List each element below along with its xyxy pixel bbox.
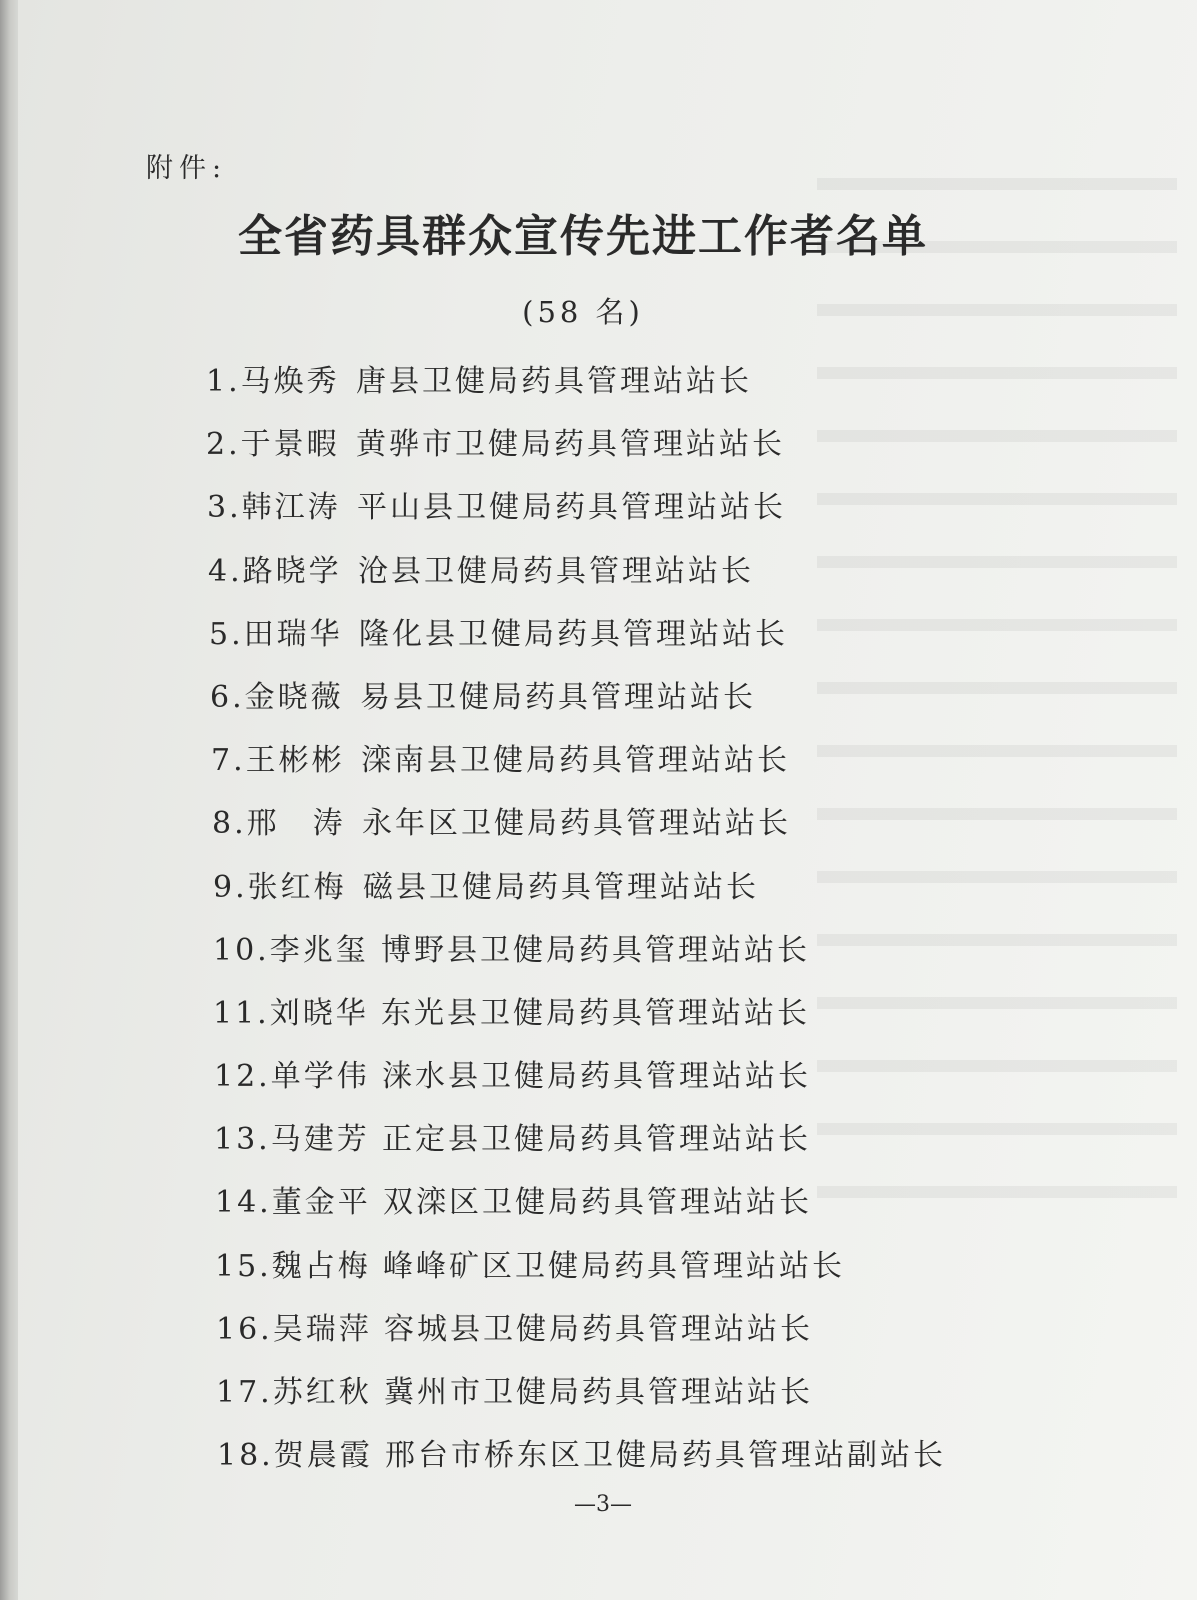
list-item	[206, 419, 946, 482]
awardee-name: 15.魏占梅	[215, 1248, 371, 1284]
awardee-name: 16.吴瑞萍	[216, 1311, 372, 1347]
awardee-name: 4.路晓学	[208, 553, 342, 589]
list-item	[206, 482, 946, 545]
awardee-position: 沧县卫健局药具管理站站长	[358, 553, 754, 589]
awardee-name: 9.张红梅	[213, 869, 347, 905]
awardee-name: 12.单学伟	[214, 1059, 370, 1095]
awardee-position: 唐县卫健局药具管理站站长	[356, 364, 752, 399]
awardee-position: 东光县卫健局药具管理站站长	[381, 995, 810, 1031]
awardee-name: 3.韩江涛	[207, 490, 341, 526]
awardee-list	[206, 356, 946, 1493]
attachment-label: 附件:	[146, 153, 228, 184]
awardee-name: 5.田瑞华	[209, 616, 343, 652]
list-item	[206, 925, 946, 988]
awardee-name: 18.贺晨霞	[217, 1438, 373, 1474]
list-item	[206, 1114, 946, 1177]
awardee-position: 平山县卫健局药具管理站站长	[357, 490, 786, 526]
awardee-name: 6.金晓薇	[210, 679, 344, 715]
awardee-name: 1.马焕秀	[206, 364, 340, 399]
awardee-position: 博野县卫健局药具管理站站长	[381, 932, 810, 968]
list-item	[206, 546, 946, 609]
awardee-name: 13.马建芳	[214, 1122, 370, 1158]
list-item	[206, 1367, 946, 1430]
awardee-position: 正定县卫健局药具管理站站长	[382, 1122, 811, 1158]
awardee-name: 14.董金平	[215, 1185, 371, 1221]
awardee-position: 滦南县卫健局药具管理站站长	[361, 743, 790, 779]
list-item	[206, 1051, 946, 1114]
list-item	[206, 798, 946, 861]
awardee-name: 10.李兆玺	[213, 932, 369, 968]
list-item	[206, 1304, 946, 1367]
list-item	[206, 609, 946, 672]
awardee-name: 2.于景暇	[206, 427, 340, 463]
list-item	[206, 862, 946, 925]
awardee-position: 冀州市卫健局药具管理站站长	[384, 1375, 813, 1410]
awardee-position: 磁县卫健局药具管理站站长	[363, 869, 759, 905]
awardee-position: 容城县卫健局药具管理站站长	[384, 1311, 813, 1347]
list-item	[206, 1177, 946, 1240]
list-item	[206, 356, 946, 419]
awardee-position: 易县卫健局药具管理站站长	[360, 679, 756, 715]
document-subtitle: (58 名)	[522, 295, 644, 329]
list-item	[206, 988, 946, 1051]
document-title: 全省药具群众宣传先进工作者名单	[238, 211, 928, 262]
awardee-position: 黄骅市卫健局药具管理站站长	[356, 427, 785, 463]
awardee-name: 17.苏红秋	[216, 1375, 372, 1410]
awardee-position: 涞水县卫健局药具管理站站长	[382, 1059, 811, 1095]
awardee-position: 隆化县卫健局药具管理站站长	[359, 616, 788, 652]
awardee-name: 7.王彬彬	[211, 743, 345, 779]
page-number: —3—	[574, 1492, 632, 1517]
list-item	[206, 672, 946, 735]
document-page	[18, 0, 1197, 1600]
awardee-name: 11.刘晓华	[213, 995, 369, 1031]
list-item	[206, 735, 946, 798]
list-item	[206, 1430, 946, 1493]
awardee-position: 永年区卫健局药具管理站站长	[362, 806, 791, 842]
awardee-name: 8.邢 涛	[212, 806, 346, 842]
list-item	[206, 1241, 946, 1304]
awardee-position: 峰峰矿区卫健局药具管理站站长	[383, 1248, 845, 1284]
awardee-position: 邢台市桥东区卫健局药具管理站副站长	[385, 1438, 946, 1474]
awardee-position: 双滦区卫健局药具管理站站长	[383, 1185, 812, 1221]
